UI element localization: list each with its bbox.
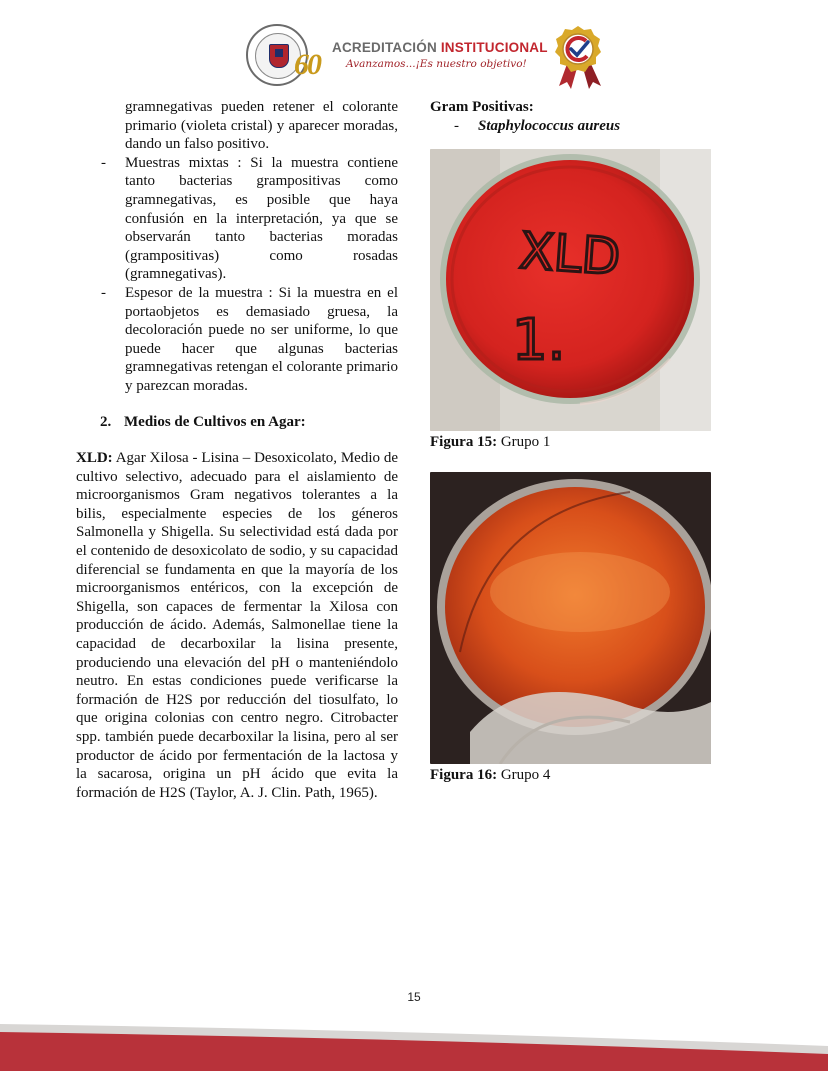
accreditation-title (332, 40, 548, 55)
list-item-text: Muestras mixtas : Si la muestra contiene tanto bacterias grampositivas como gramnegativas, es posible que haya confusión en la interpretación, ya que se observarán tanto bacterias moradas (grampositivas) como rosadas (gramnegativas). (125, 154, 398, 283)
list-dash: - (454, 117, 459, 134)
page-number: 15 (407, 990, 421, 1004)
section-title: Medios de Cultivos en Agar: (124, 413, 306, 430)
right-column (430, 98, 712, 784)
section-number: 2. (100, 413, 112, 430)
anniversary-logo: 60 (294, 48, 320, 81)
list-item (76, 98, 398, 154)
footer-band (0, 1010, 828, 1071)
list-item-text: gramnegativas pueden retener el colorante primario (violeta cristal) y aparecer moradas, dando un falso positivo. (125, 99, 398, 153)
figure-caption-text: Grupo 4 (500, 766, 551, 783)
accreditation-badge-icon (553, 24, 603, 90)
figure-16-caption (430, 766, 712, 785)
figure-label: Figura 15: (430, 434, 498, 451)
organism-name: Staphylococcus aureus (478, 117, 621, 134)
list-item (430, 117, 712, 136)
list-item (76, 154, 398, 284)
list-dash: - (101, 154, 106, 171)
gram-positive-title: Gram Positivas: (430, 99, 534, 115)
figure-15-image (430, 149, 711, 431)
paragraph-text: Agar Xilosa - Lisina – Desoxicolato, Medio de cultivo selectivo, adecuado para el aislamiento de microorganismos Gram negativos tolerantes a la bilis, especialmente especies de los géneros Salmonella y Shigella. Su selectividad está dada por el contenido de desoxicolato de sodio, y su capacidad diferencial se fundamenta en que la mayoría de los microorganismos entéricos, con la excepción de Shigella, son capaces de fermentar la Xilosa con producción de ácido. Además, Salmonellae tiene la capacidad de decarboxilar la lisina presente, produciendo una elevación del pH o manteniéndolo neutro. En estas condiciones puede verificarse la formación de H2S por reducción del tiosulfato, lo que origina colonias con centro negro. Citrobacter spp. también puede decarboxilar la lisina, pero al ser productor de ácido por fermentación de la lactosa y la sacarosa, origina un pH ácido que evita la formación de H2S (Taylor, A. J. Clin. Path, 1965). (76, 450, 398, 801)
plate-label-xld: XLD (517, 221, 623, 287)
plate-label-number: 1. (512, 308, 566, 374)
figure-16-image (430, 472, 711, 764)
figure-15-caption (430, 433, 712, 452)
list-item (76, 284, 398, 396)
section-heading (76, 413, 398, 432)
paragraph-label: XLD: (76, 450, 113, 467)
figure-caption-text: Grupo 1 (500, 434, 551, 451)
list-item-text: Espesor de la muestra : Si la muestra en el portaobjetos es demasiado gruesa, la decoloración puede no ser uniforme, lo que puede hacer que algunas bacterias gramnegativas retengan el colorante primario y parezcan moradas. (125, 284, 398, 394)
accreditation-word-2: INSTITUCIONAL (440, 40, 548, 55)
accreditation-slogan: Avanzamos...¡Es nuestro objetivo! (346, 58, 527, 70)
left-column (76, 98, 398, 802)
page-header (240, 22, 620, 96)
xld-paragraph (76, 449, 398, 802)
figure-label: Figura 16: (430, 766, 498, 783)
accreditation-word-1: ACREDITACIÓN (332, 40, 437, 55)
list-dash: - (101, 284, 106, 301)
coat-of-arms-icon (269, 44, 289, 68)
